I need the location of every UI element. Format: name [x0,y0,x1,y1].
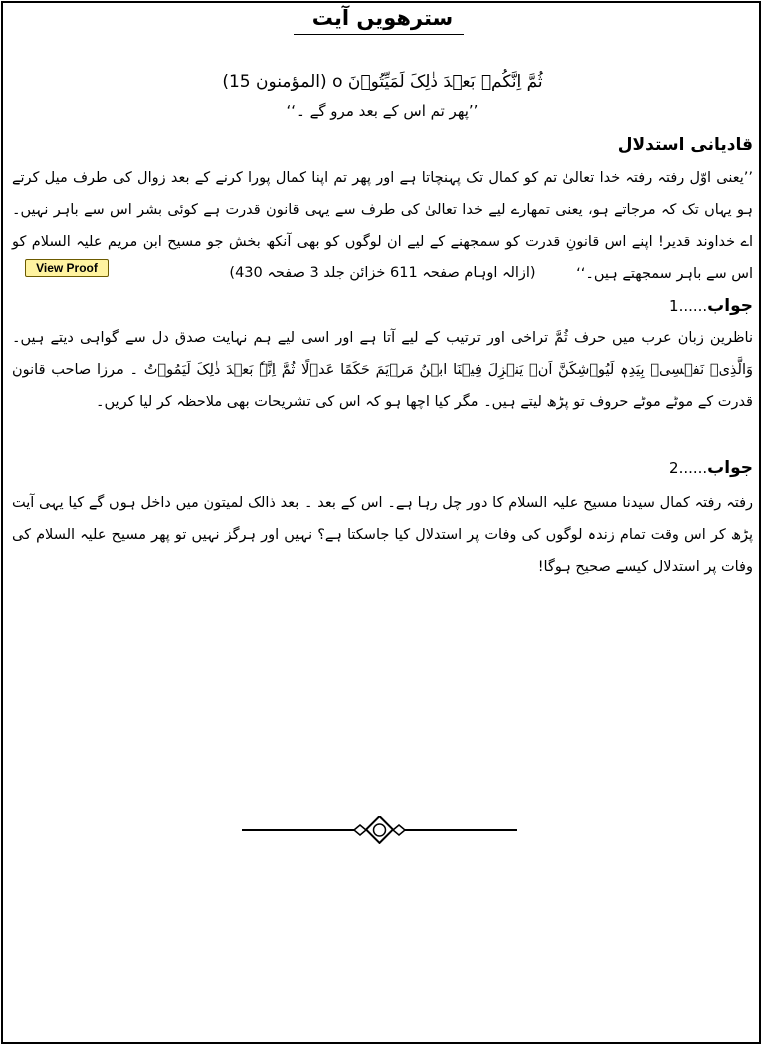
quran-verse: ثُمَّ اِنَّکُمۡ بَعۡدَ ذٰلِکَ لَمَیِّتُوۡنَ o (المؤمنون 15) [222,72,543,92]
answer-2-label: جواب [707,458,753,478]
answer-1-label: جواب [707,296,753,316]
title-underline [294,34,464,35]
qadiani-heading: قادیانی استدلال [617,135,753,155]
answer-1-heading [669,296,753,316]
view-proof-button[interactable]: View Proof [25,259,109,277]
answer-2-heading [669,458,753,478]
answer-1-text: ناظرین زبان عرب میں حرف ثُمَّ تراخی اور ترتیب کے لیے آتا ہے اور اسی لیے ہم نہایت صدق دل سے گواہی دیتے ہیں۔ وَالَّذِیۡ نَفۡسِیۡ بِیَدِہٖ لَیُوۡشِکَنَّ اَنۡ یَنۡزِلَ فِیۡنَا ابۡنُ مَرۡیَمَ حَکَمًا عَدۡلًا ثُمَّ اِنَّہٗ بَعۡدَ ذٰلِکَ لَیَمُوۡتُ ۔ مرزا صاحب قانون قدرت کے موٹے موٹے حروف تو پڑھ لیتے ہیں۔ مگر کیا اچھا ہو کہ اس کی تشریحات بھی ملاحظہ کر لیا کریں۔ [12,330,753,410]
verse-translation: ’’پھر تم اس کے بعد مرو گے ۔‘‘ [286,102,479,120]
answer-1-number: ......1 [669,297,708,315]
answer-2-text: رفتہ رفتہ کمال سیدنا مسیح علیہ السلام کا دور چل رہا ہے۔ اس کے بعد ۔ بعد ذالک لمیتون میں داخل ہوں گے کیا یہی آیت پڑھ کر اس وقت تمام زندہ لوگوں کی وفات پر استدلال کیا جاسکتا ہے؟ نہیں اور ہرگز نہیں تو پھر مسیح علیہ السلام کی وفات پر استدلال کیسے صحیح ہوگا! [12,495,753,575]
ornament-divider [242,816,517,844]
qadiani-reference: (ازالہ اوہام صفحہ 611 خزائن جلد 3 صفحہ 430) [229,265,536,281]
qadiani-argument-text: ’’یعنی اوّل رفتہ رفتہ خدا تعالیٰ تم کو کمال تک پہنچاتا ہے اور پھر تم اپنا کمال پورا کرنے کے بعد زوال کی طرف میل کرتے ہو یہاں تک کہ مرجاتے ہو، یعنی تمھارے لیے خدا تعالیٰ کی طرف سے یہی قانون قدرت ہے کوئی بشر اس سے باہر نہیں۔ اے خداوند قدیر! اپنے اس قانونِ قدرت کو سمجھنے کے لیے ان لوگوں کو بھی آنکھ بخش جو مسیح ابن مریم علیہ السلام کو اس سے باہر سمجھتے ہیں۔‘‘ [12,170,753,282]
answer-2-number: ......2 [669,459,708,477]
page-title: سترھویں آیت [311,6,454,30]
